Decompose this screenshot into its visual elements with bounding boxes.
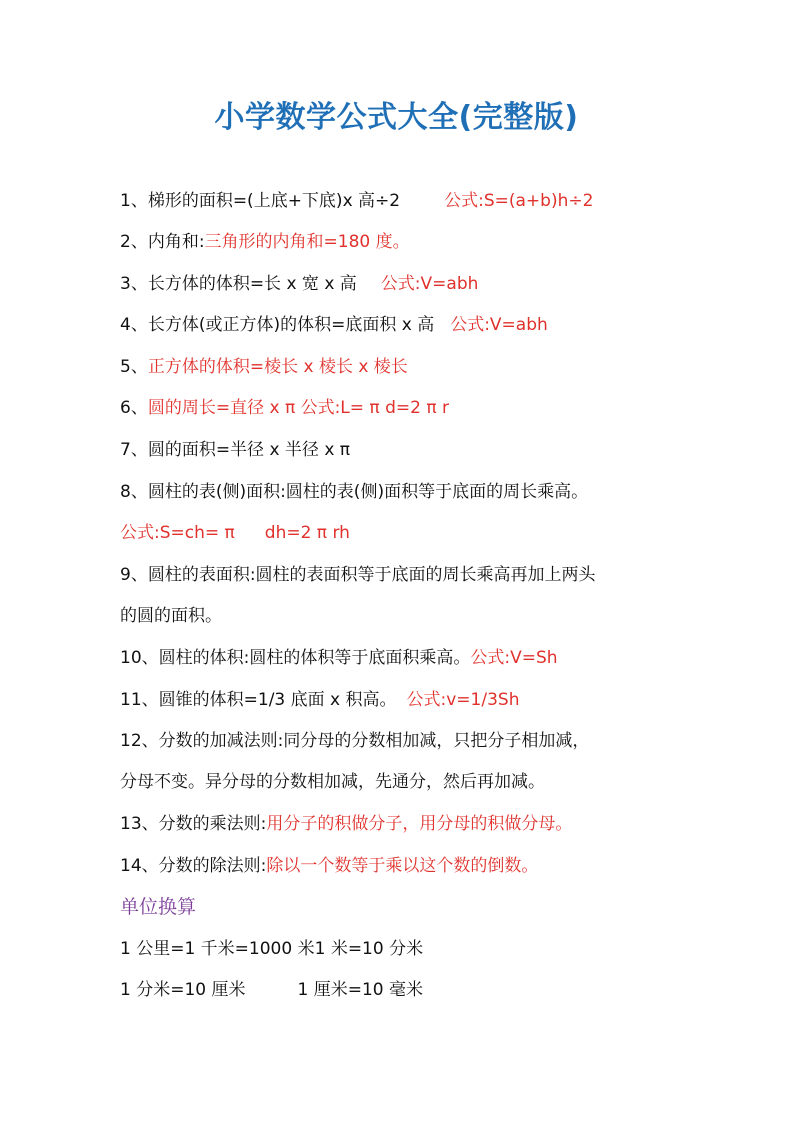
item-5-formula: 正方体的体积=棱长 x 棱长 x 棱长 bbox=[147, 357, 408, 377]
item-8-formula-b: dh=2 π rh bbox=[264, 523, 350, 543]
item-9-text-cont: 的圆的面积。 bbox=[120, 606, 222, 626]
page-title: 小学数学公式大全(完整版) bbox=[214, 100, 579, 135]
item-6-formula: 圆的周长=直径 x π 公式:L= π d=2 π r bbox=[147, 398, 449, 418]
formula-line-10 bbox=[120, 647, 558, 669]
formula-line-8 bbox=[120, 481, 588, 503]
formula-line-7 bbox=[120, 439, 350, 461]
unit-line-1 bbox=[120, 938, 423, 960]
formula-line-6 bbox=[120, 397, 449, 419]
formula-line-12 bbox=[120, 730, 589, 752]
item-10-text: 10、圆柱的体积:圆柱的体积等于底面积乘高。 bbox=[120, 648, 471, 668]
item-2-formula: 三角形的内角和=180 度。 bbox=[204, 232, 410, 252]
formula-line-12-cont bbox=[120, 771, 545, 793]
item-14-formula: 除以一个数等于乘以这个数的倒数。 bbox=[266, 856, 539, 876]
unit-2-text-b: 1 厘米=10 毫米 bbox=[297, 980, 423, 1000]
unit-line-2 bbox=[120, 979, 423, 1001]
item-6-text: 6、 bbox=[120, 398, 148, 418]
formula-line-5 bbox=[120, 356, 408, 378]
formula-line-11 bbox=[120, 689, 519, 711]
formula-line-2 bbox=[120, 231, 410, 253]
formula-line-9 bbox=[120, 564, 596, 586]
item-13-text: 13、分数的乘法则: bbox=[120, 814, 267, 834]
formula-line-1 bbox=[120, 190, 593, 212]
unit-1-text: 1 公里=1 千米=1000 米1 米=10 分米 bbox=[120, 939, 424, 959]
item-14-text: 14、分数的除法则: bbox=[120, 856, 267, 876]
item-11-formula: 公式:v=1/3Sh bbox=[406, 690, 520, 710]
item-3-formula: 公式:V=abh bbox=[380, 274, 479, 294]
formula-line-13 bbox=[120, 813, 572, 835]
item-2-text: 2、内角和: bbox=[120, 232, 205, 252]
item-9-text: 9、圆柱的表面积:圆柱的表面积等于底面的周长乘高再加上两头 bbox=[120, 565, 596, 585]
item-10-formula: 公式:V=Sh bbox=[470, 648, 558, 668]
item-12-text-cont: 分母不变。异分母的分数相加减，先通分，然后再加减。 bbox=[120, 772, 545, 792]
units-heading: 单位换算 bbox=[120, 896, 197, 918]
item-4-formula: 公式:V=abh bbox=[450, 315, 548, 335]
formula-line-4 bbox=[120, 314, 548, 336]
item-7-text: 7、圆的面积=半径 x 半径 x π bbox=[120, 440, 351, 460]
item-11-text: 11、圆锥的体积=1/3 底面 x 积高。 bbox=[120, 690, 397, 710]
formula-line-3 bbox=[120, 273, 478, 295]
formula-line-9-cont bbox=[120, 605, 222, 627]
item-8-text: 8、圆柱的表(侧)面积:圆柱的表(侧)面积等于底面的周长乘高。 bbox=[120, 482, 589, 502]
item-3-text: 3、长方体的体积=长 x 宽 x 高 bbox=[120, 274, 357, 294]
unit-2-text-a: 1 分米=10 厘米 bbox=[120, 980, 246, 1000]
item-8-formula-a: 公式:S=ch= π bbox=[120, 523, 235, 543]
item-12-text: 12、分数的加减法则:同分母的分数相加减，只把分子相加减， bbox=[120, 731, 590, 751]
item-1-formula: 公式:S=(a+b)h÷2 bbox=[444, 191, 594, 211]
item-5-text: 5、 bbox=[120, 357, 148, 377]
item-4-text: 4、长方体(或正方体)的体积=底面积 x 高 bbox=[120, 315, 435, 335]
formula-line-8-formula bbox=[120, 522, 350, 544]
item-1-text: 1、梯形的面积=(上底+下底)x 高÷2 bbox=[120, 191, 401, 211]
item-13-formula: 用分子的积做分子，用分母的积做分母。 bbox=[266, 814, 573, 834]
formula-line-14 bbox=[120, 855, 538, 877]
